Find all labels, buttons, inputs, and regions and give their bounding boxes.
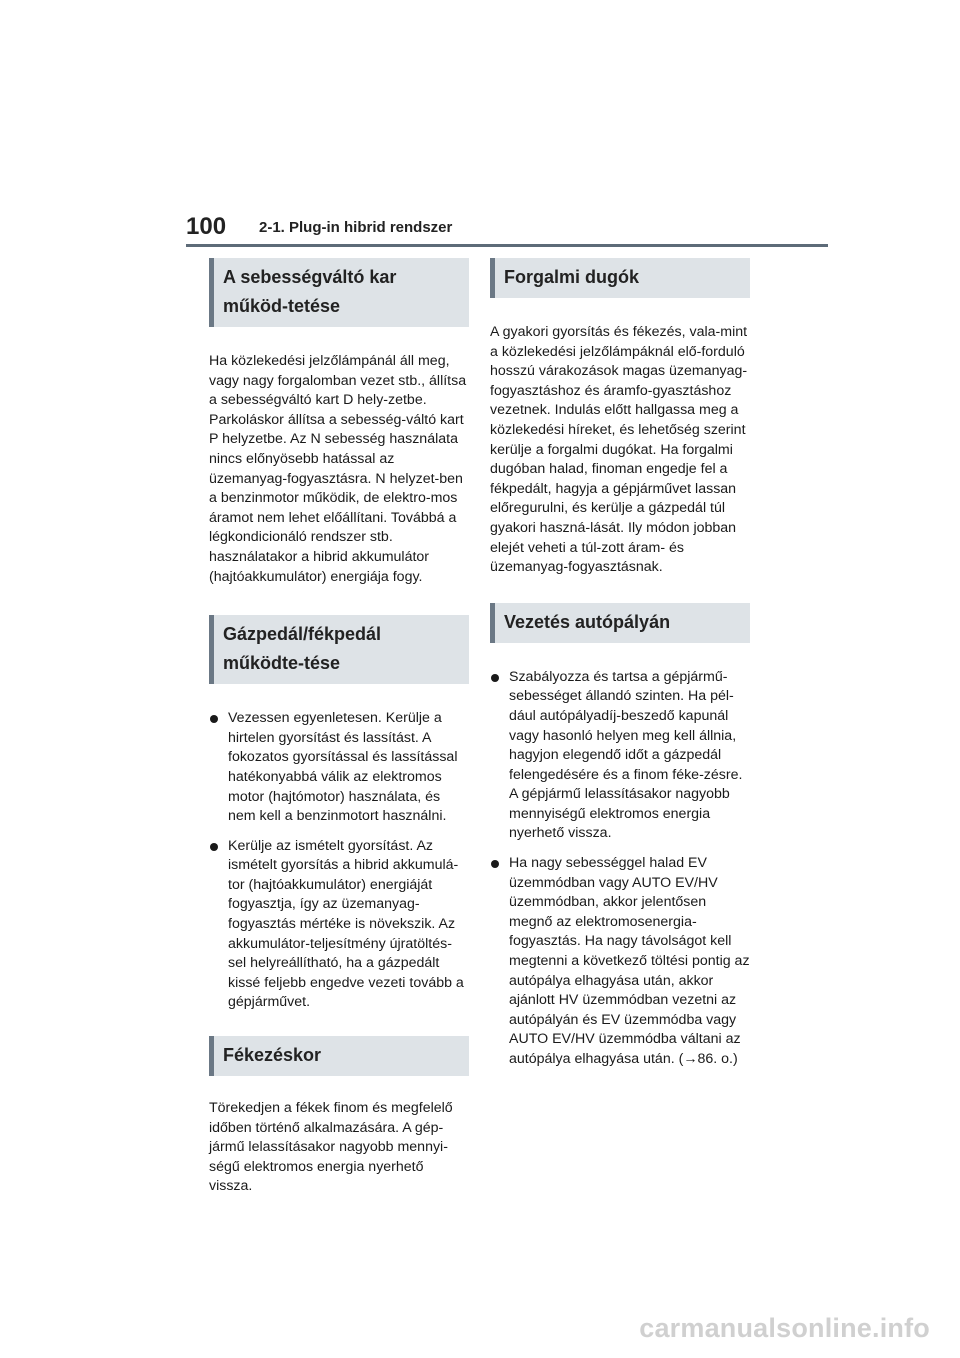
- bullet-icon: [491, 860, 499, 868]
- right-column: [490, 258, 750, 1070]
- list-item: [209, 709, 469, 827]
- list-item: [490, 854, 750, 1070]
- chapter-section-title: 2-1. Plug-in hibrid rendszer: [259, 219, 453, 236]
- bullet-icon: [491, 674, 499, 682]
- paragraph-braking: Törekedjen a fékek finom és megfelelő időben történő alkalmazására. A gép-jármű lelassításakor nagyobb mennyi-ségű elektromos energia nyerhető vissza.: [209, 1100, 453, 1195]
- paragraph-gear-lever: Ha közlekedési jelzőlámpánál áll meg, vagy nagy forgalomban vezet stb., állítsa a sebességváltó kart D hely-zetbe. Parkoláskor állítsa a sebesség-váltó kart P helyzetbe. Az N sebesség használata nincs előnyösebb hatással az üzemanyag-fogyasztásra. N helyzet-ben a benzinmotor működik, de elektro-mos áramot nem lehet előállítani. Továbbá a légkondicionáló rendszer stb. használatakor a hibrid akkumulátor (hajtóakkumulátor) energiája fogy.: [209, 353, 467, 585]
- list-item-text: Ha nagy sebességgel halad EV üzemmódban vagy AUTO EV/HV üzemmódban, akkor jelentősen megnő az elektromosenergia-fogyasztás. Ha nagy távolságot kell megtenni a következő töltési pontig az autópálya elhagyása után, akkor ajánlott HV üzemmódban vezetni az autópályán és EV üzemmódba vagy AUTO EV/HV üzemmódba váltani az autópálya elhagyása után. (→86. o.): [509, 855, 750, 1067]
- left-column: [209, 258, 469, 1197]
- header-divider: [186, 244, 828, 247]
- page-number: 100: [186, 213, 227, 240]
- bullet-list-pedals: [209, 709, 469, 1013]
- list-item: [490, 668, 750, 844]
- list-item-text: Vezessen egyenletesen. Kerülje a hirtelen gyorsítást és lassítást. A fokozatos gyorsítással és lassítással hatékonyabbá válik az elektromos motor (hajtómotor) használata, és nem kell a benzinmotort használni.: [228, 710, 458, 825]
- watermark-text: carmanualsonline.info: [639, 1313, 930, 1343]
- page-header: [186, 210, 828, 248]
- list-item-text: Szabályozza és tartsa a gépjármű-sebességet állandó szinten. Ha pél-dául autópályadíj-beszedő kapunál vagy hasonló helyen meg kell állnia, hagyjon elegendő időt a gázpedál felengedésére és a finom féke-zésre. A gépjármű lelassításakor nagyobb mennyiségű elektromos energia nyerhető vissza.: [509, 668, 743, 842]
- heading-pedal-operation: Gázpedál/fékpedál működte-tése: [209, 615, 469, 684]
- heading-braking: Fékezéskor: [209, 1036, 469, 1076]
- heading-gear-lever: A sebességváltó kar működ-tetése: [209, 258, 469, 327]
- bullet-icon: [210, 843, 218, 851]
- paragraph-traffic-jams: A gyakori gyorsítás és fékezés, vala-mint a közlekedési jelzőlámpáknál elő-forduló hosszú várakozások magas üzemanyag-fogyasztáshoz és áramfo-gyasztáshoz vezetnek. Indulás előtt hallgassa meg a közlekedési híreket, és lehetőség szerint kerülje a forgalmi dugókat. Ha forgalmi dugóban halad, finoman engedje fel a fékpedált, hagyja a gépjárművet lassan előregurulni, és kerülje a gázpedál túl gyakori haszná-lását. Ily módon jobban elejét veheti a túl-zott áram- és üzemanyag-fogyasztásnak.: [490, 324, 748, 576]
- heading-highway-driving: Vezetés autópályán: [490, 603, 750, 643]
- list-item: [209, 837, 469, 1013]
- heading-traffic-jams: Forgalmi dugók: [490, 258, 750, 298]
- list-item-text: Kerülje az ismételt gyorsítást. Az ismételt gyorsítás a hibrid akkumulá-tor (hajtóakkumulátor) energiáját fogyasztja, így az üzemanyag-fogyasztás mértéke is növekszik. Az akkumulátor-teljesítmény újratöltés-sel helyreállítható, ha a gázpedált kissé feljebb engedve vezeti tovább a gépjárművet.: [228, 837, 464, 1011]
- bullet-icon: [210, 715, 218, 723]
- bullet-list-highway: [490, 668, 750, 1070]
